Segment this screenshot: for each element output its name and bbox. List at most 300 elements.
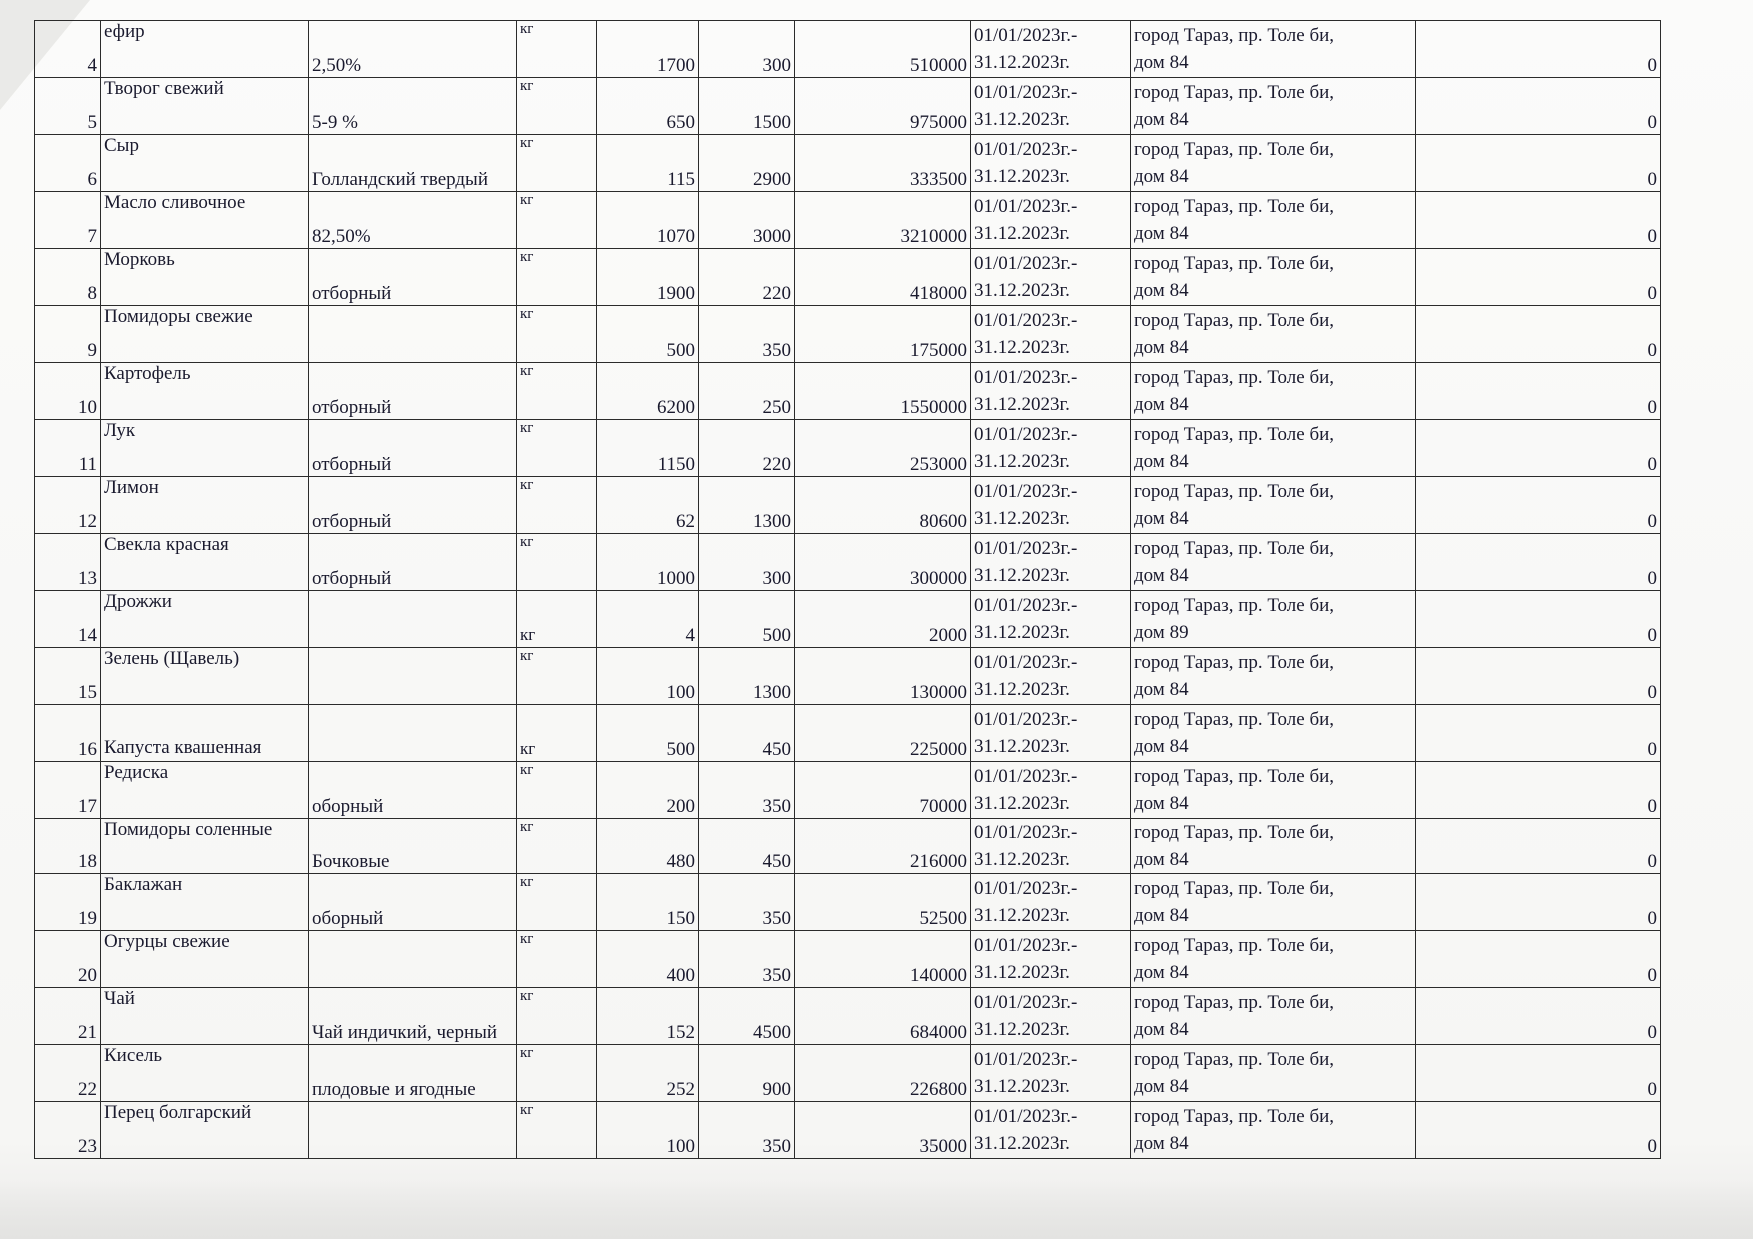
product-spec-cell: 5-9 % xyxy=(309,78,517,135)
row-number-cell: 14 xyxy=(35,591,101,648)
product-spec-cell xyxy=(309,1102,517,1159)
period-start: 01/01/2023г.- xyxy=(974,310,1078,331)
address-line-1: город Тараз, пр. Толе би, xyxy=(1134,992,1335,1013)
period-end: 31.12.2023г. xyxy=(974,394,1070,415)
address-line-2: дом 84 xyxy=(1134,52,1189,73)
price-cell: 350 xyxy=(699,1102,795,1159)
period-end: 31.12.2023г. xyxy=(974,793,1070,814)
advance-cell: 0 xyxy=(1416,988,1661,1045)
table-row xyxy=(35,420,1661,477)
quantity-cell: 62 xyxy=(597,477,699,534)
address-line-2: дом 84 xyxy=(1134,962,1189,983)
sum-cell: 975000 xyxy=(795,78,971,135)
advance-cell: 0 xyxy=(1416,819,1661,874)
advance-cell: 0 xyxy=(1416,534,1661,591)
delivery-period-cell xyxy=(971,931,1131,988)
delivery-address-cell xyxy=(1131,363,1416,420)
delivery-period-cell xyxy=(971,591,1131,648)
table-row xyxy=(35,21,1661,78)
unit-cell: кг xyxy=(517,819,597,874)
period-start: 01/01/2023г.- xyxy=(974,82,1078,103)
quantity-cell: 100 xyxy=(597,1102,699,1159)
address-line-2: дом 84 xyxy=(1134,508,1189,529)
period-start: 01/01/2023г.- xyxy=(974,538,1078,559)
delivery-address-cell xyxy=(1131,249,1416,306)
quantity-cell: 400 xyxy=(597,931,699,988)
sum-cell: 35000 xyxy=(795,1102,971,1159)
product-name-cell: Творог свежий xyxy=(101,78,309,135)
address-line-1: город Тараз, пр. Толе би, xyxy=(1134,25,1335,46)
advance-cell: 0 xyxy=(1416,135,1661,192)
product-name-cell: Огурцы свежие xyxy=(101,931,309,988)
address-line-1: город Тараз, пр. Толе би, xyxy=(1134,310,1335,331)
delivery-period-cell xyxy=(971,648,1131,705)
unit-cell: кг xyxy=(517,648,597,705)
address-line-2: дом 84 xyxy=(1134,565,1189,586)
table-row xyxy=(35,762,1661,819)
sum-cell: 418000 xyxy=(795,249,971,306)
price-cell: 350 xyxy=(699,931,795,988)
product-spec-cell xyxy=(309,306,517,363)
row-number-cell: 9 xyxy=(35,306,101,363)
sum-cell: 510000 xyxy=(795,21,971,78)
advance-cell: 0 xyxy=(1416,21,1661,78)
product-spec-cell: отборный xyxy=(309,420,517,477)
unit-cell: кг xyxy=(517,135,597,192)
quantity-cell: 100 xyxy=(597,648,699,705)
address-line-2: дом 84 xyxy=(1134,1133,1189,1154)
sum-cell: 225000 xyxy=(795,705,971,762)
address-line-2: дом 84 xyxy=(1134,337,1189,358)
delivery-address-cell xyxy=(1131,21,1416,78)
advance-cell: 0 xyxy=(1416,1102,1661,1159)
unit-cell: кг xyxy=(517,1102,597,1159)
quantity-cell: 1150 xyxy=(597,420,699,477)
price-cell: 1500 xyxy=(699,78,795,135)
advance-cell: 0 xyxy=(1416,306,1661,363)
row-number-cell: 10 xyxy=(35,363,101,420)
table-row xyxy=(35,1102,1661,1159)
price-cell: 250 xyxy=(699,363,795,420)
quantity-cell: 1900 xyxy=(597,249,699,306)
sum-cell: 2000 xyxy=(795,591,971,648)
period-start: 01/01/2023г.- xyxy=(974,25,1078,46)
address-line-1: город Тараз, пр. Толе би, xyxy=(1134,1049,1335,1070)
address-line-1: город Тараз, пр. Толе би, xyxy=(1134,253,1335,274)
price-cell: 220 xyxy=(699,420,795,477)
row-number-cell: 15 xyxy=(35,648,101,705)
period-start: 01/01/2023г.- xyxy=(974,253,1078,274)
unit-cell: кг xyxy=(517,874,597,931)
period-start: 01/01/2023г.- xyxy=(974,139,1078,160)
delivery-address-cell xyxy=(1131,420,1416,477)
delivery-period-cell xyxy=(971,420,1131,477)
delivery-address-cell xyxy=(1131,1102,1416,1159)
table-row xyxy=(35,363,1661,420)
product-name-cell: Масло сливочное xyxy=(101,192,309,249)
address-line-2: дом 84 xyxy=(1134,736,1189,757)
product-spec-cell: Чай индичкий, черный xyxy=(309,988,517,1045)
quantity-cell: 152 xyxy=(597,988,699,1045)
sum-cell: 333500 xyxy=(795,135,971,192)
product-name-cell: Лимон xyxy=(101,477,309,534)
price-cell: 500 xyxy=(699,591,795,648)
delivery-period-cell xyxy=(971,78,1131,135)
period-end: 31.12.2023г. xyxy=(974,1019,1070,1040)
table-row xyxy=(35,249,1661,306)
table-row xyxy=(35,534,1661,591)
sum-cell: 3210000 xyxy=(795,192,971,249)
row-number-cell: 12 xyxy=(35,477,101,534)
delivery-address-cell xyxy=(1131,306,1416,363)
table-body xyxy=(35,21,1661,1159)
period-start: 01/01/2023г.- xyxy=(974,709,1078,730)
address-line-1: город Тараз, пр. Толе би, xyxy=(1134,709,1335,730)
delivery-address-cell xyxy=(1131,192,1416,249)
product-spec-cell: 2,50% xyxy=(309,21,517,78)
advance-cell: 0 xyxy=(1416,705,1661,762)
address-line-2: дом 84 xyxy=(1134,679,1189,700)
row-number-cell: 8 xyxy=(35,249,101,306)
sum-cell: 140000 xyxy=(795,931,971,988)
unit-cell: кг xyxy=(517,363,597,420)
sum-cell: 1550000 xyxy=(795,363,971,420)
table-row xyxy=(35,477,1661,534)
table-row xyxy=(35,931,1661,988)
quantity-cell: 650 xyxy=(597,78,699,135)
unit-cell: кг xyxy=(517,705,597,762)
delivery-period-cell xyxy=(971,192,1131,249)
delivery-address-cell xyxy=(1131,874,1416,931)
delivery-period-cell xyxy=(971,819,1131,874)
quantity-cell: 480 xyxy=(597,819,699,874)
product-spec-cell xyxy=(309,591,517,648)
product-spec-cell: оборный xyxy=(309,762,517,819)
product-spec-cell: отборный xyxy=(309,249,517,306)
unit-cell: кг xyxy=(517,477,597,534)
address-line-1: город Тараз, пр. Толе би, xyxy=(1134,652,1335,673)
product-name-cell: ефир xyxy=(101,21,309,78)
product-name-cell: Кисель xyxy=(101,1045,309,1102)
row-number-cell: 7 xyxy=(35,192,101,249)
table-row xyxy=(35,78,1661,135)
address-line-1: город Тараз, пр. Толе би, xyxy=(1134,935,1335,956)
price-cell: 1300 xyxy=(699,477,795,534)
unit-cell: кг xyxy=(517,78,597,135)
period-start: 01/01/2023г.- xyxy=(974,992,1078,1013)
delivery-address-cell xyxy=(1131,135,1416,192)
product-name-cell: Морковь xyxy=(101,249,309,306)
delivery-address-cell xyxy=(1131,477,1416,534)
period-start: 01/01/2023г.- xyxy=(974,935,1078,956)
address-line-1: город Тараз, пр. Толе би, xyxy=(1134,82,1335,103)
period-end: 31.12.2023г. xyxy=(974,508,1070,529)
table-row xyxy=(35,306,1661,363)
period-end: 31.12.2023г. xyxy=(974,1133,1070,1154)
table-row xyxy=(35,135,1661,192)
unit-cell: кг xyxy=(517,591,597,648)
delivery-address-cell xyxy=(1131,1045,1416,1102)
price-cell: 1300 xyxy=(699,648,795,705)
period-start: 01/01/2023г.- xyxy=(974,196,1078,217)
delivery-address-cell xyxy=(1131,534,1416,591)
sum-cell: 226800 xyxy=(795,1045,971,1102)
address-line-1: город Тараз, пр. Толе би, xyxy=(1134,481,1335,502)
address-line-1: город Тараз, пр. Толе би, xyxy=(1134,139,1335,160)
advance-cell: 0 xyxy=(1416,249,1661,306)
table-row xyxy=(35,192,1661,249)
delivery-address-cell xyxy=(1131,648,1416,705)
row-number-cell: 23 xyxy=(35,1102,101,1159)
row-number-cell: 18 xyxy=(35,819,101,874)
delivery-period-cell xyxy=(971,705,1131,762)
sum-cell: 80600 xyxy=(795,477,971,534)
delivery-period-cell xyxy=(971,306,1131,363)
row-number-cell: 5 xyxy=(35,78,101,135)
address-line-2: дом 84 xyxy=(1134,905,1189,926)
delivery-period-cell xyxy=(971,477,1131,534)
period-end: 31.12.2023г. xyxy=(974,736,1070,757)
product-spec-cell: отборный xyxy=(309,363,517,420)
unit-cell: кг xyxy=(517,762,597,819)
price-cell: 450 xyxy=(699,819,795,874)
quantity-cell: 115 xyxy=(597,135,699,192)
product-spec-cell: Бочковые xyxy=(309,819,517,874)
address-line-1: город Тараз, пр. Толе би, xyxy=(1134,196,1335,217)
address-line-2: дом 84 xyxy=(1134,109,1189,130)
product-spec-cell: оборный xyxy=(309,874,517,931)
unit-cell: кг xyxy=(517,988,597,1045)
advance-cell: 0 xyxy=(1416,1045,1661,1102)
price-cell: 4500 xyxy=(699,988,795,1045)
delivery-period-cell xyxy=(971,988,1131,1045)
delivery-period-cell xyxy=(971,135,1131,192)
delivery-period-cell xyxy=(971,534,1131,591)
product-name-cell: Перец болгарский xyxy=(101,1102,309,1159)
period-start: 01/01/2023г.- xyxy=(974,481,1078,502)
sum-cell: 253000 xyxy=(795,420,971,477)
product-spec-cell xyxy=(309,648,517,705)
product-name-cell: Свекла красная xyxy=(101,534,309,591)
advance-cell: 0 xyxy=(1416,591,1661,648)
row-number-cell: 19 xyxy=(35,874,101,931)
address-line-1: город Тараз, пр. Толе би, xyxy=(1134,878,1335,899)
advance-cell: 0 xyxy=(1416,648,1661,705)
product-name-cell: Сыр xyxy=(101,135,309,192)
period-start: 01/01/2023г.- xyxy=(974,424,1078,445)
product-spec-cell: отборный xyxy=(309,534,517,591)
period-start: 01/01/2023г.- xyxy=(974,367,1078,388)
period-start: 01/01/2023г.- xyxy=(974,878,1078,899)
delivery-period-cell xyxy=(971,874,1131,931)
price-cell: 900 xyxy=(699,1045,795,1102)
address-line-1: город Тараз, пр. Толе би, xyxy=(1134,367,1335,388)
period-end: 31.12.2023г. xyxy=(974,679,1070,700)
advance-cell: 0 xyxy=(1416,762,1661,819)
address-line-2: дом 84 xyxy=(1134,1076,1189,1097)
delivery-address-cell xyxy=(1131,931,1416,988)
delivery-address-cell xyxy=(1131,78,1416,135)
address-line-1: город Тараз, пр. Толе би, xyxy=(1134,766,1335,787)
sum-cell: 175000 xyxy=(795,306,971,363)
table-row xyxy=(35,591,1661,648)
delivery-period-cell xyxy=(971,249,1131,306)
row-number-cell: 17 xyxy=(35,762,101,819)
price-cell: 450 xyxy=(699,705,795,762)
table-row xyxy=(35,874,1661,931)
period-end: 31.12.2023г. xyxy=(974,52,1070,73)
product-spec-cell xyxy=(309,931,517,988)
unit-cell: кг xyxy=(517,420,597,477)
procurement-table xyxy=(34,20,1661,1159)
product-name-cell: Чай xyxy=(101,988,309,1045)
delivery-address-cell xyxy=(1131,762,1416,819)
period-start: 01/01/2023г.- xyxy=(974,1049,1078,1070)
price-cell: 300 xyxy=(699,21,795,78)
address-line-2: дом 84 xyxy=(1134,849,1189,870)
period-start: 01/01/2023г.- xyxy=(974,595,1078,616)
quantity-cell: 1070 xyxy=(597,192,699,249)
advance-cell: 0 xyxy=(1416,931,1661,988)
row-number-cell: 11 xyxy=(35,420,101,477)
price-cell: 350 xyxy=(699,306,795,363)
table-row xyxy=(35,1045,1661,1102)
period-start: 01/01/2023г.- xyxy=(974,1106,1078,1127)
product-name-cell: Помидоры соленные xyxy=(101,819,309,874)
quantity-cell: 150 xyxy=(597,874,699,931)
row-number-cell: 21 xyxy=(35,988,101,1045)
delivery-address-cell xyxy=(1131,705,1416,762)
price-cell: 350 xyxy=(699,762,795,819)
row-number-cell: 13 xyxy=(35,534,101,591)
table-row xyxy=(35,988,1661,1045)
address-line-1: город Тараз, пр. Толе би, xyxy=(1134,1106,1335,1127)
advance-cell: 0 xyxy=(1416,78,1661,135)
table-row xyxy=(35,819,1661,874)
unit-cell: кг xyxy=(517,1045,597,1102)
delivery-period-cell xyxy=(971,21,1131,78)
price-cell: 3000 xyxy=(699,192,795,249)
row-number-cell: 6 xyxy=(35,135,101,192)
product-spec-cell: 82,50% xyxy=(309,192,517,249)
table-row xyxy=(35,648,1661,705)
address-line-2: дом 84 xyxy=(1134,793,1189,814)
advance-cell: 0 xyxy=(1416,420,1661,477)
address-line-2: дом 84 xyxy=(1134,223,1189,244)
quantity-cell: 6200 xyxy=(597,363,699,420)
address-line-1: город Тараз, пр. Толе би, xyxy=(1134,538,1335,559)
address-line-1: город Тараз, пр. Толе би, xyxy=(1134,424,1335,445)
product-spec-cell: отборный xyxy=(309,477,517,534)
product-spec-cell: Голландский твердый xyxy=(309,135,517,192)
address-line-1: город Тараз, пр. Толе би, xyxy=(1134,595,1335,616)
quantity-cell: 4 xyxy=(597,591,699,648)
delivery-period-cell xyxy=(971,363,1131,420)
delivery-address-cell xyxy=(1131,819,1416,874)
product-spec-cell: плодовые и ягодные xyxy=(309,1045,517,1102)
row-number-cell: 22 xyxy=(35,1045,101,1102)
delivery-period-cell xyxy=(971,762,1131,819)
table-row xyxy=(35,705,1661,762)
page-bottom-edge xyxy=(0,1179,1753,1239)
address-line-2: дом 84 xyxy=(1134,451,1189,472)
sum-cell: 300000 xyxy=(795,534,971,591)
period-start: 01/01/2023г.- xyxy=(974,652,1078,673)
advance-cell: 0 xyxy=(1416,477,1661,534)
quantity-cell: 500 xyxy=(597,306,699,363)
period-end: 31.12.2023г. xyxy=(974,223,1070,244)
product-spec-cell xyxy=(309,705,517,762)
product-name-cell: Капуста квашенная xyxy=(101,705,309,762)
row-number-cell: 16 xyxy=(35,705,101,762)
row-number-cell: 20 xyxy=(35,931,101,988)
product-name-cell: Лук xyxy=(101,420,309,477)
unit-cell: кг xyxy=(517,306,597,363)
delivery-address-cell xyxy=(1131,988,1416,1045)
row-number-cell: 4 xyxy=(35,21,101,78)
period-start: 01/01/2023г.- xyxy=(974,766,1078,787)
period-end: 31.12.2023г. xyxy=(974,565,1070,586)
address-line-2: дом 84 xyxy=(1134,280,1189,301)
period-end: 31.12.2023г. xyxy=(974,109,1070,130)
sum-cell: 216000 xyxy=(795,819,971,874)
product-name-cell: Помидоры свежие xyxy=(101,306,309,363)
quantity-cell: 1700 xyxy=(597,21,699,78)
period-end: 31.12.2023г. xyxy=(974,905,1070,926)
unit-cell: кг xyxy=(517,534,597,591)
advance-cell: 0 xyxy=(1416,874,1661,931)
address-line-1: город Тараз, пр. Толе би, xyxy=(1134,822,1335,843)
delivery-period-cell xyxy=(971,1045,1131,1102)
period-end: 31.12.2023г. xyxy=(974,166,1070,187)
price-cell: 300 xyxy=(699,534,795,591)
delivery-period-cell xyxy=(971,1102,1131,1159)
period-end: 31.12.2023г. xyxy=(974,337,1070,358)
address-line-2: дом 84 xyxy=(1134,394,1189,415)
period-end: 31.12.2023г. xyxy=(974,1076,1070,1097)
product-name-cell: Зелень (Щавель) xyxy=(101,648,309,705)
price-cell: 2900 xyxy=(699,135,795,192)
period-end: 31.12.2023г. xyxy=(974,962,1070,983)
quantity-cell: 500 xyxy=(597,705,699,762)
address-line-2: дом 89 xyxy=(1134,622,1189,643)
price-cell: 220 xyxy=(699,249,795,306)
product-name-cell: Дрожжи xyxy=(101,591,309,648)
product-name-cell: Баклажан xyxy=(101,874,309,931)
address-line-2: дом 84 xyxy=(1134,1019,1189,1040)
advance-cell: 0 xyxy=(1416,363,1661,420)
sum-cell: 684000 xyxy=(795,988,971,1045)
unit-cell: кг xyxy=(517,249,597,306)
unit-cell: кг xyxy=(517,192,597,249)
address-line-2: дом 84 xyxy=(1134,166,1189,187)
sum-cell: 130000 xyxy=(795,648,971,705)
unit-cell: кг xyxy=(517,21,597,78)
quantity-cell: 1000 xyxy=(597,534,699,591)
quantity-cell: 252 xyxy=(597,1045,699,1102)
period-end: 31.12.2023г. xyxy=(974,622,1070,643)
quantity-cell: 200 xyxy=(597,762,699,819)
unit-cell: кг xyxy=(517,931,597,988)
period-end: 31.12.2023г. xyxy=(974,451,1070,472)
sum-cell: 52500 xyxy=(795,874,971,931)
price-cell: 350 xyxy=(699,874,795,931)
product-name-cell: Картофель xyxy=(101,363,309,420)
advance-cell: 0 xyxy=(1416,192,1661,249)
sum-cell: 70000 xyxy=(795,762,971,819)
period-start: 01/01/2023г.- xyxy=(974,822,1078,843)
product-name-cell: Редиска xyxy=(101,762,309,819)
